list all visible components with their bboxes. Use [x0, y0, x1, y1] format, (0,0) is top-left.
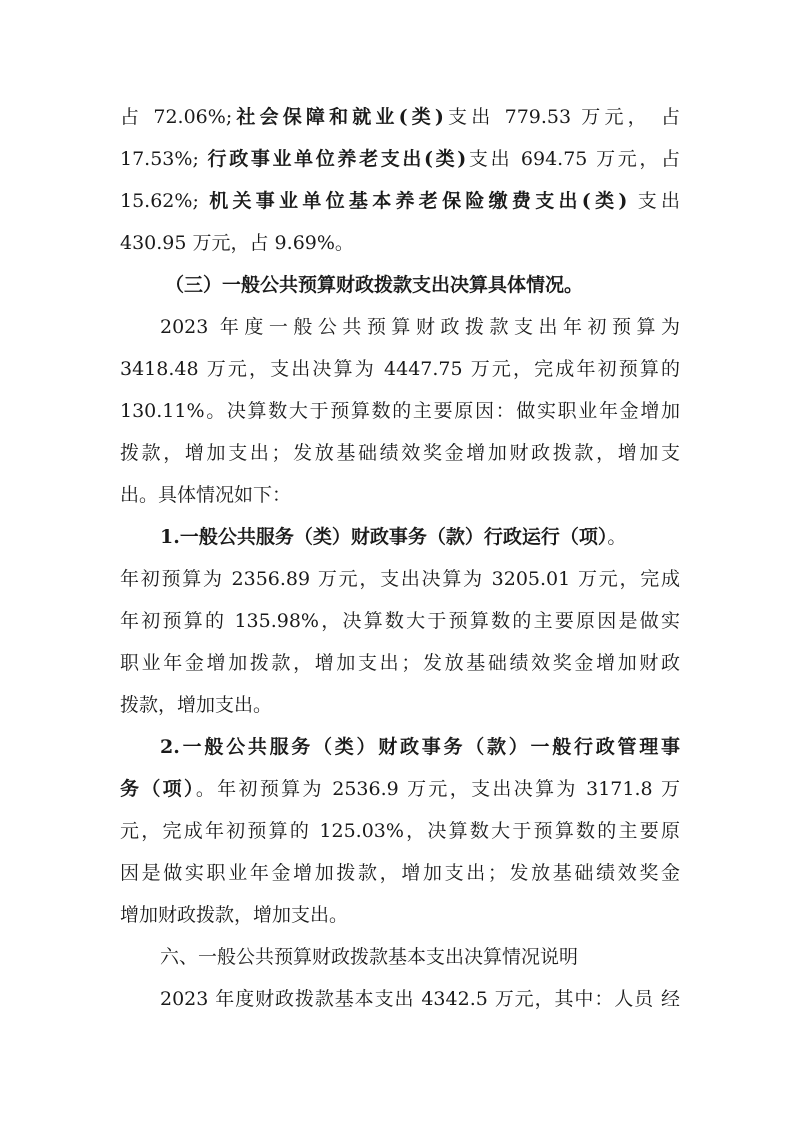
para1-line1: [120, 103, 680, 131]
item1-line4: 职业年金增加拨款，增加支出；发放基础绩效奖金增加财政: [120, 652, 680, 674]
bold-category: 行政事业单位养老支出(类): [207, 148, 467, 170]
item2-title-end: 务（项）: [120, 778, 196, 800]
bold-category: 社会保障和就业(类): [232, 106, 444, 128]
item1-title-line: [160, 523, 680, 551]
para2-line1: 2023 年度一般公共预算财政拨款支出年初预算为: [160, 316, 680, 338]
item2-line5: 增加财政拨款，增加支出。: [120, 904, 349, 926]
para2-line2: 3418.48 万元，支出决算为 4447.75 万元，完成年初预算的: [120, 358, 680, 380]
text-run: 15.62%;: [120, 190, 199, 212]
text-run: 占 72.06%;: [120, 106, 233, 128]
para2-line3: 130.11%。决算数大于预算数的主要原因：做实职业年金增加: [120, 400, 680, 422]
section-heading-3: （三）一般公共预算财政拨款支出决算具体情况。: [165, 274, 584, 296]
text-run: 支出 694.75 万元，占: [466, 148, 681, 170]
para1-line3: [120, 187, 680, 215]
text-run: 。年初预算为 2536.9 万元，支出决算为 3171.8 万: [195, 778, 680, 800]
text-run: 17.53%;: [120, 148, 199, 170]
text-run: 支出: [637, 190, 680, 212]
text-run: 。: [607, 526, 627, 548]
text-run: 支出 779.53 万元， 占: [443, 106, 680, 128]
item1-line3: 年初预算的 135.98%，决算数大于预算数的主要原因是做实: [120, 610, 680, 632]
section-heading-6: 六、一般公共预算财政拨款基本支出决算情况说明: [160, 946, 579, 968]
para1-line2: [120, 145, 680, 173]
bold-category: 机关事业单位基本养老保险缴费支出(类): [209, 190, 628, 212]
para2-line4: 拨款，增加支出；发放基础绩效奖金增加财政拨款，增加支: [120, 442, 680, 464]
para1-line4: 430.95 万元，占 9.69%。: [120, 232, 354, 254]
item2-line3: 元，完成年初预算的 125.03%，决算数大于预算数的主要原: [120, 820, 680, 842]
item2-line4: 因是做实职业年金增加拨款，增加支出；发放基础绩效奖金: [120, 862, 680, 884]
item2-title-line1: 2.一般公共服务（类）财政事务（款）一般行政管理事: [160, 736, 680, 758]
para3-line1: 2023 年度财政拨款基本支出 4342.5 万元，其中：人员 经: [160, 988, 680, 1010]
item1-title: 1.一般公共服务（类）财政事务（款）行政运行（项）: [160, 526, 608, 548]
para2-line5: 出。具体情况如下：: [120, 484, 292, 506]
item2-line2: [120, 775, 680, 803]
item1-line2: 年初预算为 2356.89 万元，支出决算为 3205.01 万元，完成: [120, 568, 680, 590]
item1-line5: 拨款，增加支出。: [120, 694, 273, 716]
